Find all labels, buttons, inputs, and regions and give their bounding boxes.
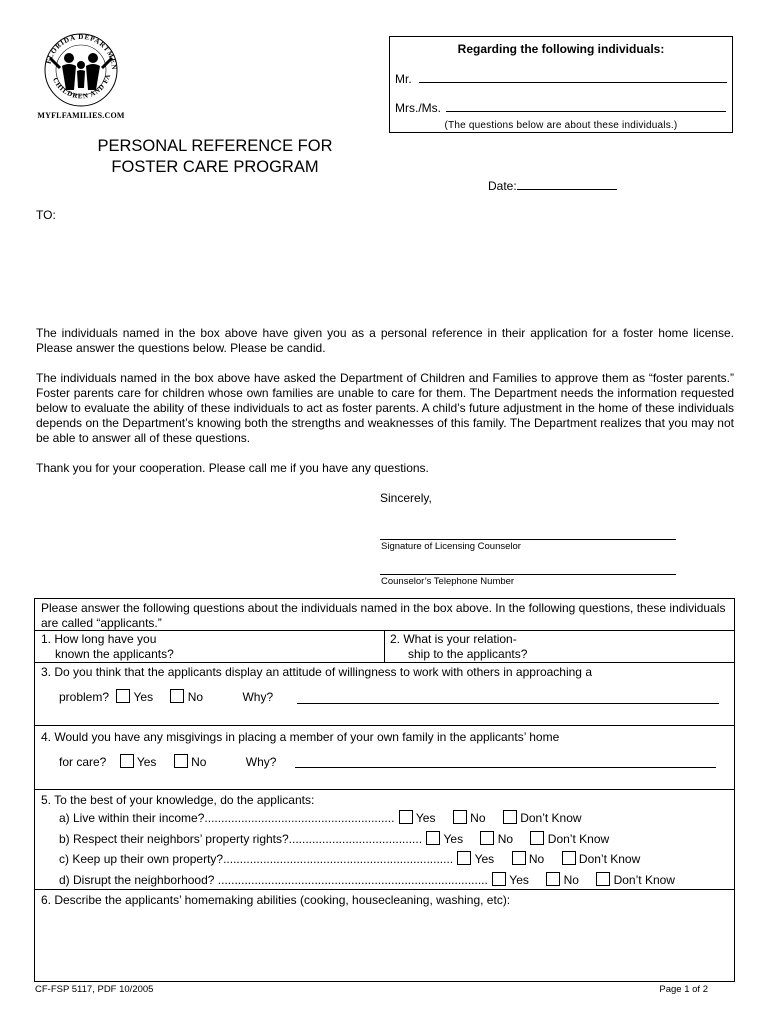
form-id: CF-FSP 5117, PDF 10/2005 xyxy=(35,984,154,995)
q5a-label: a) Live within their income?......................................................... xyxy=(59,811,395,825)
q4-why-label: Why? xyxy=(245,755,277,769)
individuals-box xyxy=(389,36,733,133)
q5b-label: b) Respect their neighbors’ property rights?........................................ xyxy=(59,832,423,846)
q4-yes-checkbox[interactable] xyxy=(120,754,134,768)
q5a-yes-checkbox[interactable] xyxy=(399,810,413,824)
date-label: Date: xyxy=(488,179,517,193)
q3-no-checkbox[interactable] xyxy=(170,689,184,703)
individuals-box-title: Regarding the following individuals: xyxy=(457,42,665,56)
q4-label: 4. Would you have any misgivings in placing a member of your own family in the applicants’ home xyxy=(41,730,560,744)
logo-website: MYFLFAMILIES.COM xyxy=(37,111,125,120)
q1-label xyxy=(41,632,174,662)
q6-label: 6. Describe the applicants’ homemaking abilities (cooking, housecleaning, washing, etc): xyxy=(41,893,511,907)
q5a-dontknow-checkbox[interactable] xyxy=(503,810,517,824)
q5c-label: c) Keep up their own property?..................................................................... xyxy=(59,852,454,866)
q5a-dontknow-label: Don’t Know xyxy=(520,811,582,825)
q4-prefix: for care? xyxy=(59,755,107,769)
q2-line-1: 2. What is your relation- xyxy=(390,632,517,646)
mr-label: Mr. xyxy=(395,72,412,86)
title-line-2: FOSTER CARE PROGRAM xyxy=(111,158,319,176)
q5b-no-label: No xyxy=(497,832,514,846)
q5d-row xyxy=(59,872,675,888)
q5c-dontknow-label: Don’t Know xyxy=(578,852,641,866)
phone-label: Counselor’s Telephone Number xyxy=(381,576,515,587)
page-number: Page 1 of 2 xyxy=(659,984,708,995)
q5d-yes-checkbox[interactable] xyxy=(492,872,506,886)
q5b-yes-label: Yes xyxy=(443,832,464,846)
q1-line-2: known the applicants? xyxy=(55,647,174,661)
thanks-paragraph: Thank you for your cooperation. Please call me if you have any questions. xyxy=(36,461,429,475)
q3-why-label: Why? xyxy=(242,690,274,704)
q4-no-checkbox[interactable] xyxy=(174,754,188,768)
signature-line[interactable] xyxy=(380,539,676,540)
q5b-no-checkbox[interactable] xyxy=(480,831,494,845)
svg-text:FLORIDA DEPARTMENT OF: FLORIDA DEPARTMEN xyxy=(44,32,119,71)
q5a-no-checkbox[interactable] xyxy=(453,810,467,824)
mr-field[interactable] xyxy=(395,71,727,86)
explanation-paragraph: The individuals named in the box above have asked the Department of Children and Families to approve them as “foster parents.” Foster parents care for children whose own families are unable to care for them. The Department needs the information requested below to evaluate the ability of these individuals to act as foster parents. A child’s future adjustment in the home of these individuals depends on the Department’s knowing both the strengths and weaknesses of this family. The Department realizes that you may not be able to answer all of these questions. xyxy=(36,371,734,445)
q5c-yes-label: Yes xyxy=(474,852,495,866)
q5c-yes-checkbox[interactable] xyxy=(457,851,471,865)
q2-label xyxy=(390,632,527,662)
q5a-yes-label: Yes xyxy=(415,811,436,825)
mrs-input-line[interactable] xyxy=(446,100,726,112)
q4-why-line[interactable] xyxy=(295,767,716,768)
mr-input-line[interactable] xyxy=(419,71,727,83)
q5d-no-checkbox[interactable] xyxy=(546,872,560,886)
signature-label: Signature of Licensing Counselor xyxy=(381,541,521,552)
q5a-no-label: No xyxy=(470,811,486,825)
questions-form xyxy=(34,598,735,982)
date-input-line[interactable] xyxy=(517,178,617,190)
q4-answer-row xyxy=(59,754,276,770)
q3-why-line[interactable] xyxy=(297,703,719,704)
q3-yes-checkbox[interactable] xyxy=(116,689,130,703)
mrs-label: Mrs./Ms. xyxy=(395,101,441,115)
q1-line-1: 1. How long have you xyxy=(41,632,157,646)
to-label: TO: xyxy=(36,208,56,222)
q4-no-label: No xyxy=(191,755,207,769)
q6-answer-area[interactable] xyxy=(41,911,727,977)
q3-yes-label: Yes xyxy=(133,690,154,704)
q5d-no-label: No xyxy=(563,873,579,887)
title-line-1: PERSONAL REFERENCE FOR xyxy=(97,137,333,155)
q4-yes-label: Yes xyxy=(136,755,157,769)
q3-answer-row xyxy=(59,689,273,705)
q5b-dontknow-checkbox[interactable] xyxy=(530,831,544,845)
closing: Sincerely, xyxy=(380,491,432,505)
page-title xyxy=(60,136,370,178)
family-emblem-icon xyxy=(36,28,126,112)
q5b-dontknow-label: Don’t Know xyxy=(547,832,610,846)
q3-no-label: No xyxy=(187,690,204,704)
q5-label: 5. To the best of your knowledge, do the applicants: xyxy=(41,793,315,807)
phone-line[interactable] xyxy=(380,574,676,575)
individuals-box-note: (The questions below are about these individuals.) xyxy=(444,120,678,131)
q5c-no-checkbox[interactable] xyxy=(512,851,526,865)
q5c-dontknow-checkbox[interactable] xyxy=(562,851,576,865)
q5a-row xyxy=(59,810,582,826)
q5d-yes-label: Yes xyxy=(509,873,529,887)
intro-paragraph: The individuals named in the box above have given you as a personal reference in their application for a foster home license. Please answer the questions below. Please be candid. xyxy=(36,326,734,355)
mrs-field[interactable] xyxy=(395,100,726,115)
q3-label: 3. Do you think that the applicants display an attitude of willingness to work with others in approaching a xyxy=(41,665,592,679)
q5d-label: d) Disrupt the neighborhood? ................................................................................. xyxy=(59,873,488,887)
dcf-logo xyxy=(36,28,126,124)
q5d-dontknow-label: Don’t Know xyxy=(613,873,675,887)
svg-text:CHILDREN AND FAMILIES: CHILDREN AND FA xyxy=(51,72,113,101)
q5b-row xyxy=(59,831,609,847)
q2-line-2: ship to the applicants? xyxy=(408,647,528,661)
q5c-row xyxy=(59,851,640,867)
q5d-dontknow-checkbox[interactable] xyxy=(596,872,610,886)
q5c-no-label: No xyxy=(528,852,545,866)
q3-prefix: problem? xyxy=(59,690,110,704)
form-intro: Please answer the following questions about the individuals named in the box above. In the following questions, these individuals are called “applicants.” xyxy=(41,601,726,630)
q5b-yes-checkbox[interactable] xyxy=(426,831,440,845)
date-field[interactable] xyxy=(488,178,617,193)
